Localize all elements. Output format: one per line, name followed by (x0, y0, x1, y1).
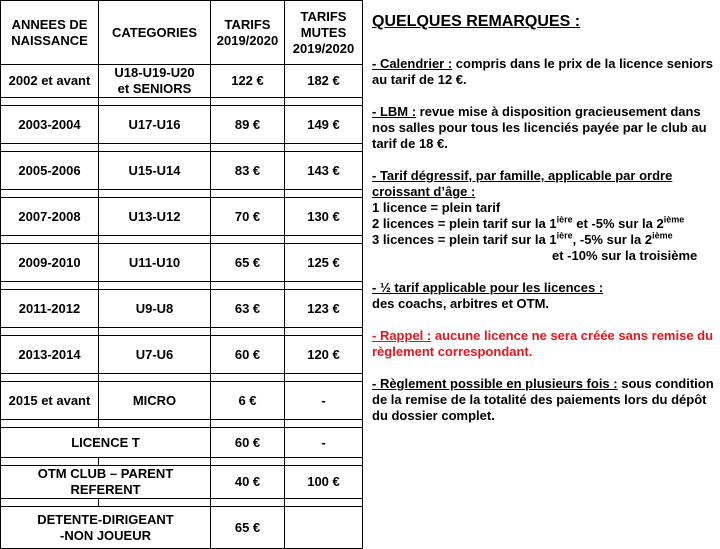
spacer-cell (99, 420, 211, 428)
cell-mute (285, 198, 363, 236)
cell-annees (1, 244, 99, 282)
spacer-cell (211, 328, 285, 336)
spacer-cell (211, 98, 285, 106)
remark-degressif-line: et -10% sur la troisième (552, 248, 698, 263)
remark-degressif-line (372, 232, 718, 248)
cell-mute-text: 130 € (307, 208, 340, 224)
remark-text: , -5% sur la 2 (572, 232, 653, 247)
table-row (1, 106, 363, 144)
cell-mute-text: 125 € (307, 254, 340, 270)
remark-text: et -5% sur la 2 (572, 216, 664, 231)
remarks-panel (372, 12, 718, 440)
spacer-cell (211, 420, 285, 428)
cell-annees-text: 2005-2006 (18, 162, 81, 178)
cell-categorie-text: U18-U19-U20 (114, 65, 195, 80)
remark-lbm-text: revue mise à disposition gracieusement dans nos salles pour tous les licenciés payée par le club au tarif de 18 €. (372, 104, 707, 151)
cell-mute (285, 336, 363, 374)
table-row-special (1, 466, 363, 499)
remark-sup: ième (663, 214, 685, 225)
spacer-cell (1, 98, 99, 106)
remark-rappel-label: - Rappel : (372, 328, 432, 343)
spacer-cell (1, 420, 99, 428)
row-spacer (1, 458, 363, 466)
cell-categorie (99, 336, 211, 374)
spacer-cell (211, 374, 285, 382)
cell-tarif-text: 60 € (234, 434, 261, 450)
row-spacer (1, 282, 363, 290)
remark-demi-label: - ½ tarif applicable pour les licences : (372, 280, 604, 295)
cell-tarif-text: 65 € (234, 254, 261, 270)
cell-annees-text: 2013-2014 (18, 346, 81, 362)
remark-degressif-line: 1 licence = plein tarif (372, 200, 501, 215)
spacer-cell (285, 144, 363, 152)
cell-annees (1, 290, 99, 328)
remarks-title: QUELQUES REMARQUES : (372, 13, 581, 30)
remark-sup: ière (556, 214, 573, 225)
cell-mute (285, 244, 363, 282)
cell-annees-text: 2009-2010 (18, 254, 81, 270)
remark-calendrier-label: - Calendrier : (372, 56, 453, 71)
cell-annees (1, 336, 99, 374)
cell-annees (1, 65, 99, 98)
cell-categorie (99, 106, 211, 144)
remark-lbm (372, 104, 718, 152)
spacer-cell (1, 144, 99, 152)
table-row-special (1, 428, 363, 458)
spacer-cell (99, 190, 211, 198)
spacer-cell (99, 144, 211, 152)
table-row (1, 198, 363, 236)
row-spacer (1, 98, 363, 106)
spacer-cell (1, 499, 99, 507)
row-spacer (1, 499, 363, 507)
header-mutes-line: 2019/2020 (292, 40, 355, 56)
spacer-cell (99, 98, 211, 106)
table-row (1, 152, 363, 190)
cell-annees-text: 2002 et avant (8, 73, 91, 88)
remark-sup: ième (652, 230, 673, 241)
table-row-special (1, 507, 363, 549)
cell-categorie-text: U15-U14 (128, 162, 181, 178)
cell-categorie-text: U7-U6 (135, 346, 174, 362)
spacer-cell (285, 236, 363, 244)
cell-annees-text: 2007-2008 (18, 208, 81, 224)
cell-mute-text: 182 € (307, 73, 340, 88)
spacer-cell (99, 236, 211, 244)
spacer-cell (285, 190, 363, 198)
spacer-cell (99, 499, 211, 507)
cell-mute (285, 106, 363, 144)
cell-tarif (211, 466, 285, 499)
table-row (1, 290, 363, 328)
spacer-cell (1, 190, 99, 198)
spacer-cell (99, 282, 211, 290)
spacer-cell (285, 420, 363, 428)
cell-annees (1, 198, 99, 236)
header-tarifs (211, 1, 285, 65)
cell-mute (285, 507, 363, 549)
cell-categorie-text: MICRO (132, 392, 177, 408)
cell-tarif (211, 65, 285, 98)
spacer-cell (285, 98, 363, 106)
cell-categorie (99, 65, 211, 98)
cell-mute (285, 65, 363, 98)
header-annees (1, 1, 99, 65)
spacer-cell (211, 499, 285, 507)
cell-categorie (99, 290, 211, 328)
table-row (1, 336, 363, 374)
cell-mute (285, 428, 363, 458)
remark-reglement (372, 376, 718, 424)
cell-tarif-text: 83 € (234, 162, 261, 178)
cell-mute-text: - (321, 434, 326, 450)
remark-text: 3 licences = plein tarif sur la 1 (372, 232, 557, 247)
spacer-cell (99, 328, 211, 336)
cell-categorie (99, 244, 211, 282)
remark-rappel-text: aucune licence ne sera créée sans remise du règlement correspondant. (372, 328, 714, 359)
table-header-row (1, 1, 363, 65)
spacer-cell (285, 374, 363, 382)
cell-mute-text: 100 € (307, 474, 340, 489)
header-annees-line: NAISSANCE (11, 32, 88, 48)
row-spacer (1, 328, 363, 336)
cell-tarif (211, 382, 285, 420)
cell-tarif-text: 6 € (238, 392, 257, 408)
spacer-cell (285, 282, 363, 290)
spacer-cell (211, 144, 285, 152)
cell-mute (285, 382, 363, 420)
cell-tarif (211, 290, 285, 328)
spacer-cell (1, 282, 99, 290)
table-row (1, 65, 363, 98)
table-row (1, 382, 363, 420)
spacer-cell (1, 328, 99, 336)
cell-mute-text: - (321, 392, 326, 408)
remark-sup: ière (556, 230, 573, 241)
cell-annees (1, 152, 99, 190)
remark-lbm-label: - LBM : (372, 104, 417, 119)
remark-calendrier (372, 56, 718, 88)
cell-categorie-text: U11-U10 (128, 254, 181, 270)
row-spacer (1, 374, 363, 382)
cell-mute-text: 123 € (307, 300, 340, 316)
cell-tarif (211, 507, 285, 549)
cell-special-label (1, 466, 211, 499)
spacer-cell (285, 499, 363, 507)
cell-mute (285, 290, 363, 328)
cell-tarif (211, 428, 285, 458)
remark-degressif-line (372, 216, 718, 232)
cell-special-label-text: -NON JOUEUR (59, 527, 151, 543)
cell-special-label (1, 428, 211, 458)
header-categories: CATEGORIES (99, 1, 211, 65)
spacer-cell (1, 236, 99, 244)
cell-tarif (211, 106, 285, 144)
cell-categorie-text: U17-U16 (128, 116, 181, 132)
spacer-cell (211, 458, 285, 466)
spacer-cell (99, 458, 211, 466)
cell-special-label-text: OTM CLUB – PARENT REFERENT (37, 466, 174, 497)
cell-tarif-text: 89 € (234, 116, 261, 132)
remark-degressif (372, 168, 718, 264)
spacer-cell (1, 374, 99, 382)
spacer-cell (211, 236, 285, 244)
header-mutes-line: MUTES (300, 24, 347, 40)
header-tarifs-line: 2019/2020 (216, 32, 279, 48)
cell-tarif-text: 65 € (234, 519, 261, 535)
cell-annees-text: 2015 et avant (8, 392, 91, 408)
remark-text: 2 licences = plein tarif sur la 1 (372, 216, 557, 231)
cell-annees-text: 2003-2004 (18, 116, 81, 132)
cell-annees (1, 106, 99, 144)
row-spacer (1, 236, 363, 244)
cell-categorie-text: et SENIORS (117, 81, 192, 96)
cell-tarif-text: 60 € (234, 346, 261, 362)
cell-tarif (211, 198, 285, 236)
cell-special-label-text: DETENTE-DIRIGEANT (37, 511, 174, 527)
remark-demi-tarif (372, 280, 718, 312)
cell-annees (1, 382, 99, 420)
cell-categorie (99, 198, 211, 236)
cell-tarif (211, 152, 285, 190)
cell-categorie (99, 382, 211, 420)
row-spacer (1, 144, 363, 152)
cell-tarif (211, 336, 285, 374)
header-tarifs-line: TARIFS (224, 16, 271, 32)
cell-annees-text: 2011-2012 (18, 300, 81, 316)
cell-special-label (1, 507, 211, 549)
spacer-cell (1, 458, 99, 466)
cell-tarif-text: 122 € (231, 73, 264, 88)
cell-mute (285, 466, 363, 499)
spacer-cell (285, 328, 363, 336)
cell-mute-text: 120 € (307, 346, 340, 362)
cell-mute (285, 152, 363, 190)
remark-reglement-text: sous condition de la remise de la totalité des paiements lors du dépôt du dossier complet. (372, 376, 714, 423)
spacer-cell (211, 190, 285, 198)
row-spacer (1, 190, 363, 198)
spacer-cell (285, 458, 363, 466)
cell-tarif-text: 40 € (234, 474, 261, 489)
cell-special-label-text: LICENCE T (71, 434, 140, 450)
cell-tarif (211, 244, 285, 282)
cell-categorie (99, 152, 211, 190)
cell-mute-text: 149 € (307, 116, 340, 132)
table-body (1, 65, 363, 549)
remark-rappel (372, 328, 718, 360)
cell-tarif-text: 70 € (234, 208, 261, 224)
remark-degressif-label: - Tarif dégressif, par famille, applicable par ordre croissant d’âge : (372, 168, 673, 199)
cell-tarif-text: 63 € (234, 300, 261, 316)
cell-mute-text: 143 € (307, 162, 340, 178)
spacer-cell (211, 282, 285, 290)
spacer-cell (99, 374, 211, 382)
row-spacer (1, 420, 363, 428)
table-row (1, 244, 363, 282)
remark-demi-text: des coachs, arbitres et OTM. (372, 296, 550, 311)
header-annees-line: ANNEES DE (11, 16, 88, 32)
header-mutes-line: TARIFS (300, 8, 347, 24)
cell-categorie-text: U13-U12 (128, 208, 181, 224)
remark-reglement-label: - Règlement possible en plusieurs fois : (372, 376, 618, 391)
header-mutes (285, 1, 363, 65)
cell-categorie-text: U9-U8 (135, 300, 174, 316)
remark-calendrier-text: compris dans le prix de la licence seniors au tarif de 12 €. (372, 56, 714, 87)
